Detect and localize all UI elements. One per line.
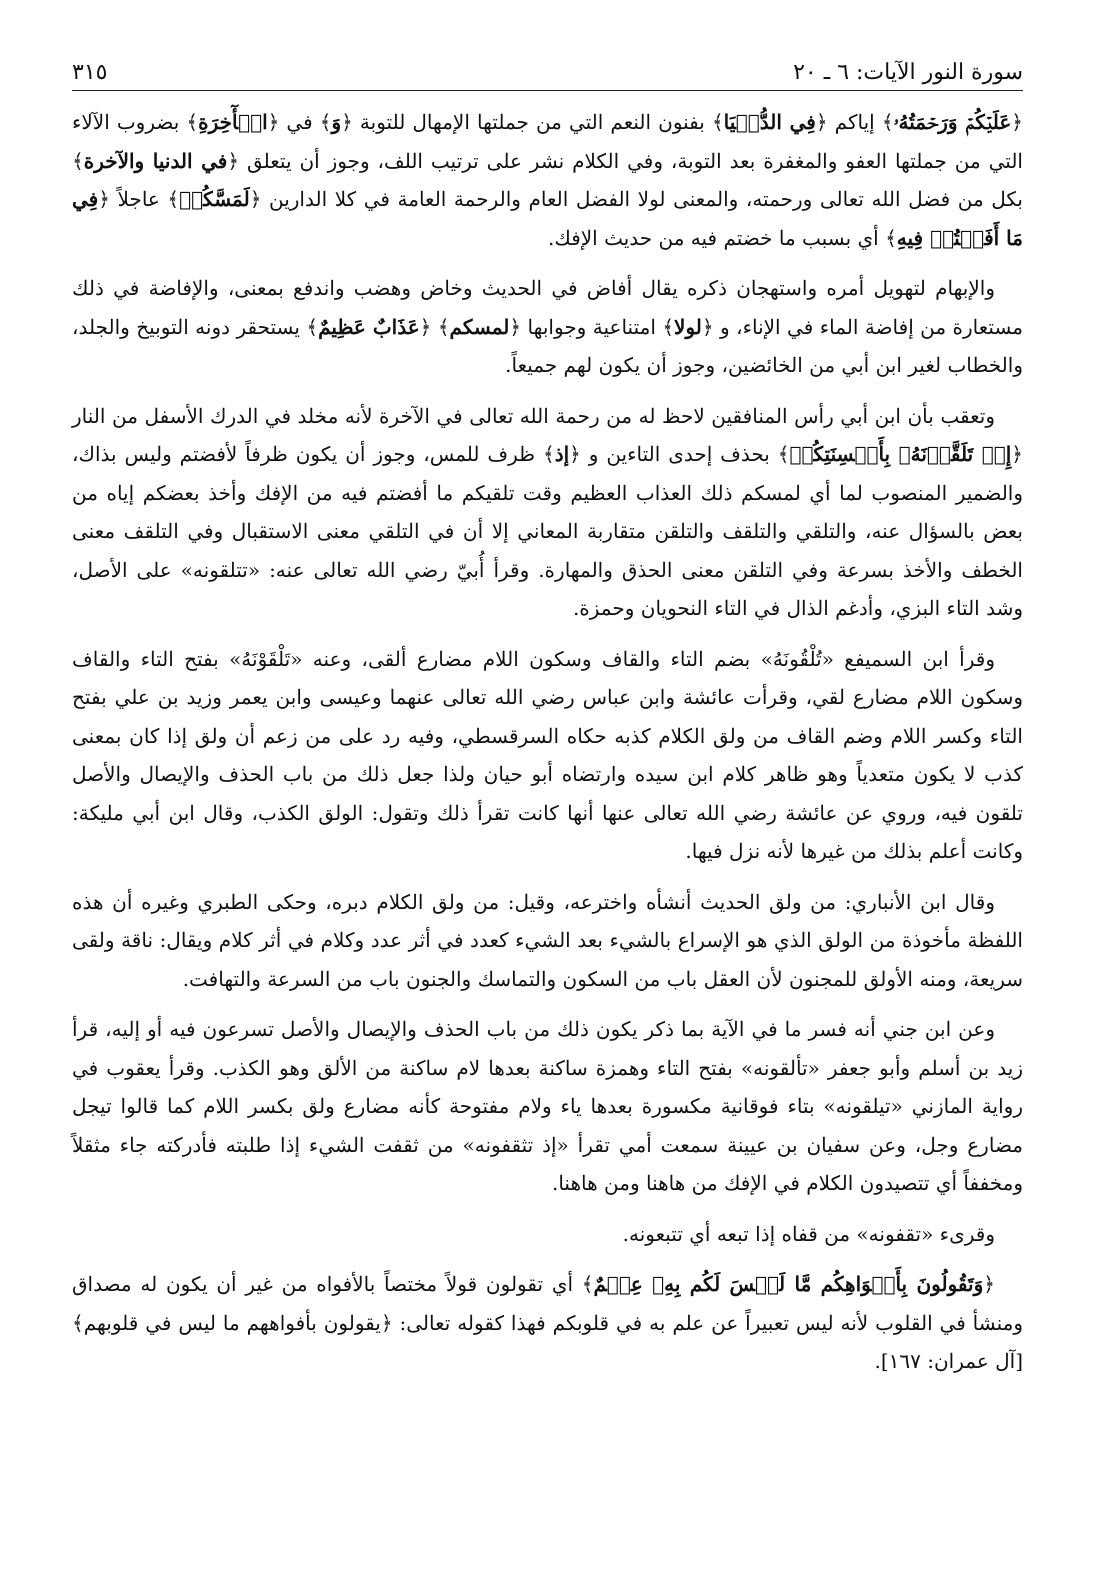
commentary-text: في — [279, 110, 320, 134]
ornate-bracket: ﴿ — [983, 1272, 995, 1296]
ornate-bracket: ﴾ — [437, 314, 450, 339]
quran-quote: لولا — [674, 314, 702, 339]
ornate-bracket: ﴿ — [815, 110, 828, 134]
commentary-text: وقال ابن الأنباري: من ولق الحديث أنشأه واخترعه، وقيل: من ولق الكلام دبره، وحكى الطبري وغيره أن هذه اللفظة مأخوذة من الولق الذي هو الإسراع بالشيء بعد الشيء كعدد في أثر عدد وكلام في أثر كلام ويقال: ناقة ولقى سريعة، ومنه الأولق للمجنون لأن العقل باب من السكون والتماسك والجنون باب من السرعة والتهافت. — [72, 889, 1023, 991]
commentary-text: وتعقب بأن ابن أبي رأس المنافقين لاحظ له من رحمة الله تعالى في الآخرة لأنه مخلد في الدرك الأسفل من النار — [72, 403, 995, 428]
paragraph — [72, 1010, 1023, 1203]
commentary-text: أي تقولون قولاً مختصاً بالأفواه من غير أن يكون له مصداق ومنشأ في القلوب لأنه ليس تعبيراً عن علم به في قلوبكم فهذا كقوله تعالى: — [72, 1272, 1024, 1335]
quran-quote: في الدنيا والآخرة — [83, 148, 228, 173]
running-header — [72, 58, 1023, 91]
commentary-text: وقرأ ابن السميفع «تُلْقُونَهُ» بضم التاء والقاف وسكون اللام مضارع ألقى، وعنه «تَلْقَوْنَهُ» بفتح التاء والقاف وسكون اللام مضارع لقي، وقرأت عائشة وابن عباس رضي الله تعالى عنهما وعيسى وابن يعمر وزيد بن علي بفتح التاء وكسر اللام وضم القاف من ولق الكلام كذبه حكاه السرقسطي، وفيه رد على من زعم أن ولق إذا كان بمعنى كذب لا يكون متعدياً وهو ظاهر كلام ابن سيده وارتضاه أبو حيان ولذا جعل ذلك من باب الحذف والإيصال والأصل تلقون فيه، وروي عن عائشة رضي الله تعالى عنها أنها كانت تقرأ ذلك وتقول: الولق الكذب، وقال ابن أبي مليكة: وكانت أعلم بذلك من غيرها لأنه نزل فيها. — [72, 646, 1023, 863]
quran-quote: الۡأٓخِرَةِ — [198, 110, 268, 134]
ornate-bracket: ﴿ — [98, 187, 110, 211]
commentary-text: والإبهام لتهويل أمره واستهجان ذكره يقال أفاض في الحديث وخاض وهضب واندفع بمعنى، والإفاضة في ذلك مستعارة من إفاضة الماء في الإناء، و — [72, 276, 1024, 339]
ornate-bracket: ﴾ — [662, 314, 675, 339]
ornate-bracket: ﴿ — [249, 187, 262, 211]
commentary-text: بضروب الآلاء التي من جملتها العفو والمغفرة بعد التوبة، وفي الكلام نشر على ترتيب اللف، وجوز أن يتعلق — [72, 110, 1023, 173]
commentary-text: [آل عمران: ١٦٧]. — [874, 1349, 1023, 1373]
commentary-text: بكل من فضل الله تعالى ورحمته، والمعنى لولا الفضل العام والرحمة العامة في كلا الدارين — [261, 187, 1023, 211]
ornate-bracket: ﴿ — [701, 314, 714, 339]
ornate-bracket: ﴿ — [1011, 442, 1023, 466]
commentary-text: وقرىء «تقفونه» من قفاه إذا تبعه أي تتبعونه. — [622, 1221, 995, 1246]
quran-quote: عَذَابٌ عَظِيمٌ — [318, 314, 420, 339]
ornate-bracket: ﴾ — [167, 187, 180, 211]
paragraph — [72, 640, 1023, 871]
ornate-bracket: ﴾ — [72, 148, 84, 173]
ornate-bracket: ﴿ — [1011, 110, 1023, 134]
paragraph — [72, 1265, 1023, 1381]
quran-quote: إِذۡ تَلَقَّوۡنَهُۥ بِأَلۡسِنَتِكُمۡ — [789, 442, 1012, 466]
quran-quote: عَلَيۡكُمۡ وَرَحۡمَتُهُۥ — [893, 110, 1012, 134]
commentary-text: بحذف إحدى التاءين و — [580, 442, 778, 466]
ornate-bracket: ﴾ — [711, 110, 724, 134]
ornate-bracket: ﴿ — [267, 110, 280, 134]
quran-quote: وَ — [331, 110, 342, 134]
commentary-text: أي بسبب ما خضتم فيه من حديث الإفك. — [547, 225, 886, 250]
paragraph — [72, 269, 1023, 385]
paragraph — [72, 1215, 1023, 1254]
ornate-bracket: ﴾ — [881, 110, 894, 134]
quran-quote: فِي مَا أَفَضۡتُمۡ فِيهِ — [72, 187, 1023, 250]
quran-quote: وَتَقُولُونَ بِأَفۡوَاهِكُم مَّا لَيۡسَ لَكُم بِهِۦ عِلۡمٌ — [593, 1272, 984, 1296]
commentary-text: عاجلاً — [109, 187, 168, 211]
paragraph — [72, 103, 1023, 257]
commentary-text: بفنون النعم التي من جملتها الإمهال للتوبة — [352, 110, 712, 134]
quran-quote: لمسكم — [449, 314, 510, 339]
ornate-bracket: ﴿ — [227, 148, 240, 173]
body-text — [72, 103, 1023, 1381]
commentary-text: وعن ابن جني أنه فسر ما في الآية بما ذكر يكون ذلك من باب الحذف والإيصال والأصل تسرعون فيه أو إليه، قرأ زيد بن أسلم وأبو جعفر «تألقونه» بفتح التاء وهمزة ساكنة بعدها لام ساكنة من الألق وهو الكذب. وقرأ يعقوب في رواية المازني «تيلقونه» بتاء فوقانية مكسورة بعدها ياء ولام مفتوحة كأنه مضارع ولق بكسر اللام كما قالوا تيجل مضارع وجل، وعن سفيان بن عيينة سمعت أمي تقرأ «إذ تثقفونه» من ثقفت الشيء إذا طلبته فأدركته جاء مثقلاً ومخففاً أي تتصيدون الكلام في الإفك من هاهنا ومن هاهنا. — [72, 1017, 1023, 1195]
commentary-text: ﴿يقولون بأفواههم ما ليس في قلوبهم﴾ — [72, 1310, 393, 1335]
page-number: ٣١٥ — [72, 60, 108, 85]
ornate-bracket: ﴾ — [581, 1272, 594, 1296]
quran-quote: إذ — [554, 442, 570, 466]
paragraph — [72, 883, 1023, 999]
surah-title: سورة النور الآيات: ٦ ـ ٢٠ — [793, 60, 1023, 85]
ornate-bracket: ﴿ — [419, 314, 432, 339]
paragraph — [72, 397, 1023, 628]
ornate-bracket: ﴿ — [509, 314, 522, 339]
ornate-bracket: ﴾ — [306, 314, 319, 339]
commentary-text: يستحقر دونه التوبيخ والجلد، والخطاب لغير ابن أبي من الخائضين، وجوز أن يكون لهم جميعاً. — [72, 314, 1023, 377]
ornate-bracket: ﴾ — [186, 110, 199, 134]
ornate-bracket: ﴿ — [341, 110, 353, 134]
ornate-bracket: ﴿ — [569, 442, 581, 466]
ornate-bracket: ﴾ — [777, 442, 790, 466]
quran-quote: فِي الدُّنۡيَا — [723, 110, 816, 134]
commentary-text: ظرف للمس، وجوز أن يكون ظرفاً لأفضتم وليس بذاك، والضمير المنصوب لما أي لمسكم ذلك العذاب العظيم وقت تلقيكم ما أفضتم فيه من الإفك وأخذ بعضكم إياه من بعض بالسؤال عنه، والتلقي والتلقف والتلقن متقاربة المعاني إلا أن في التلقي معنى الاستقبال وفي التلقف معنى الخطف والأخذ بسرعة وفي التلقن معنى الحذق والمهارة. وقرأ أُبيّ رضي الله تعالى عنه: «تتلقونه» على الأصل، وشد التاء البزي، وأدغم الذال في التاء النحويان وحمزة. — [72, 442, 1024, 620]
ornate-bracket: ﴾ — [542, 442, 555, 466]
commentary-text: إياكم — [827, 110, 882, 134]
ornate-bracket: ﴾ — [319, 110, 332, 134]
quran-quote: لَمَسَّكُمۡ — [179, 187, 250, 211]
ornate-bracket: ﴾ — [885, 225, 897, 250]
commentary-text: امتناعية وجوابها — [521, 314, 663, 339]
